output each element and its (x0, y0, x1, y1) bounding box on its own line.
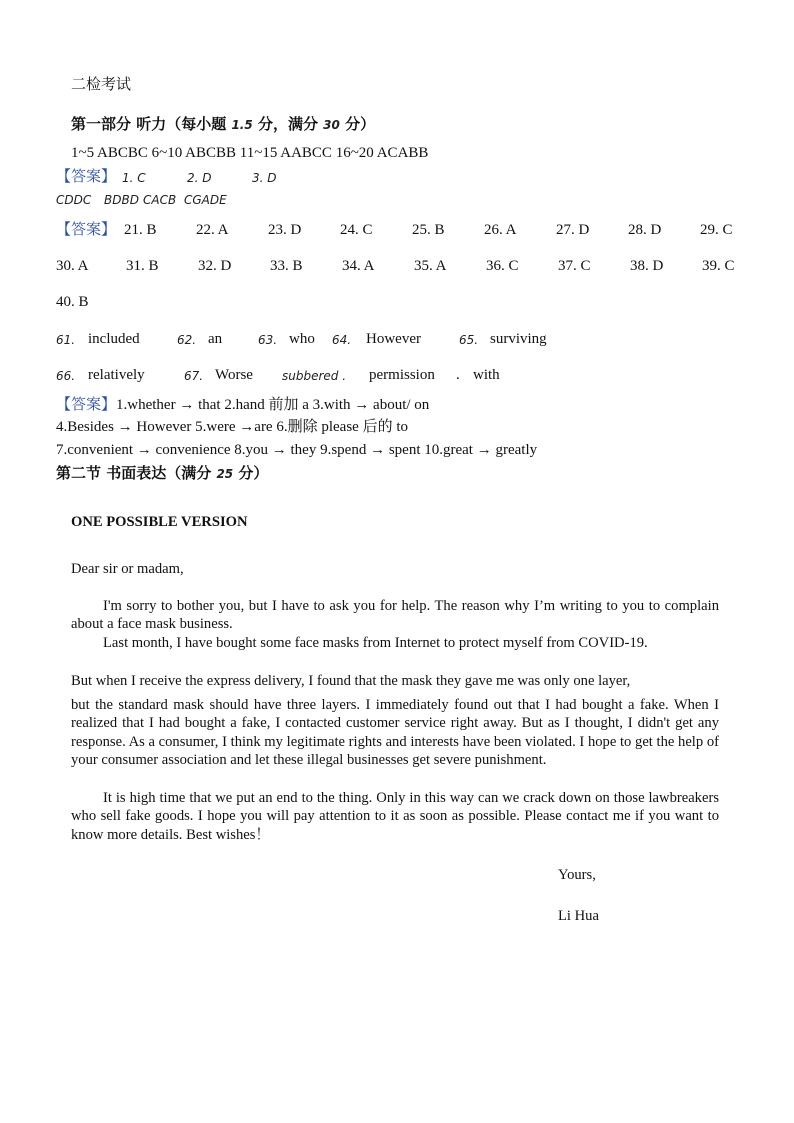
cloze-number: 62. (177, 333, 197, 347)
score-total: 30 (323, 118, 340, 132)
cloze-number: 65. (459, 333, 479, 347)
hand-group-2: BDBD (104, 193, 139, 207)
mc-answer: 39. C (702, 258, 735, 274)
hand-group-1: CDDC (56, 193, 92, 207)
mc-row-1 (56, 222, 116, 238)
correction-line-2: 4.Besides → However 5.were →are 6.删除 please 后的 to (56, 419, 408, 435)
cloze-number: 66. (56, 369, 76, 383)
mc-answer: 34. A (342, 258, 375, 274)
cloze-word: permission (369, 367, 435, 383)
correction-text-1: 1.whether → that 2.hand 前加 a 3.with → about/ on (116, 397, 430, 413)
mc-answer: 38. D (630, 258, 664, 274)
cloze-word: who (289, 331, 315, 347)
hand-group-4: CGADE (184, 193, 227, 207)
mc-answer: 30. A (56, 258, 89, 274)
cloze-word: included (88, 331, 140, 347)
essay-paragraph-3: But when I receive the express delivery, I found that the mask they gave me was only one layer, (71, 673, 631, 689)
correction-line-3: 7.convenient → convenience 8.you → they 9.spend → spent 10.great → greatly (56, 442, 538, 458)
mc-answer: 29. C (700, 222, 733, 238)
cloze-number: 61. (56, 333, 76, 347)
hand-group-3: CACB (143, 193, 177, 207)
score-each: 1.5 (231, 118, 253, 132)
mc-answer: 32. D (198, 258, 232, 274)
listening-answers: 1~5 ABCBC 6~10 ABCBB 11~15 AABCC 16~20 ACABB (71, 145, 429, 161)
cloze-number: 63. (258, 333, 278, 347)
essay-paragraph-4: but the standard mask should have three layers. I immediately found out that I had bought a fake. When I realized that I had bought a fake, I contacted customer service right away. But as I thought, I didn't get any response. As a consumer, I think my legitimate rights and interests have been violated. I hope to get the help of your consumer association and let these illegal businesses get severe punishment. (71, 697, 719, 769)
part2-heading (56, 466, 268, 481)
essay-paragraph-5: It is high time that we put an end to the thing. Only in this way can we crack down on those lawbreakers who sell fake goods. I hope you will pay attention to it as soon as possible. Please contact me if you want to know more details. Best wishes！ (71, 790, 719, 843)
mc-answer: 28. D (628, 222, 662, 238)
cloze-word: However (366, 331, 421, 347)
mc-answer: 33. B (270, 258, 303, 274)
essay-title: ONE POSSIBLE VERSION (71, 514, 248, 530)
mc-answer: 37. C (558, 258, 591, 274)
essay-signature: Li Hua (558, 908, 599, 924)
cloze-word: Worse (215, 367, 253, 383)
cloze-word: with (473, 367, 500, 383)
cloze-word: relatively (88, 367, 145, 383)
mc-answer: 36. C (486, 258, 519, 274)
essay-paragraph-2: Last month, I have bought some face masks from Internet to protect myself from COVID-19. (103, 635, 648, 651)
cloze-word: surviving (490, 331, 547, 347)
part2-heading-pre: 第二节 书面表达（满分 (56, 464, 217, 482)
answer-tag: 【答案】 (56, 167, 117, 185)
essay-paragraph-1: I'm sorry to bother you, but I have to ask you for help. The reason why I’m writing to you to complain about a face mask business. (71, 598, 719, 633)
part1-heading-post: 分） (339, 115, 376, 133)
mc-answer: 35. A (414, 258, 447, 274)
part1-heading-pre: 第一部分 听力（每小题 (71, 115, 232, 133)
mc-answer: 40. B (56, 294, 89, 310)
cloze-number: . (456, 367, 460, 383)
mc-answer: 21. B (124, 222, 157, 238)
cloze-number: subbered . (282, 369, 347, 383)
mc-answer: 31. B (126, 258, 159, 274)
page-title: 二检考试 (71, 75, 132, 93)
part1-heading-mid: 分，满分 (252, 115, 324, 133)
answer-row-handwritten (56, 169, 116, 185)
hand-answer-1: 1. C (122, 171, 146, 185)
mc-answer: 25. B (412, 222, 445, 238)
mc-answer: 27. D (556, 222, 590, 238)
cloze-number: 67. (184, 369, 204, 383)
hand-answer-3: 3. D (252, 171, 277, 185)
mc-answer: 23. D (268, 222, 302, 238)
hand-answer-2: 2. D (187, 171, 212, 185)
part2-score: 25 (216, 467, 234, 481)
mc-answer: 24. C (340, 222, 373, 238)
cloze-number: 64. (332, 333, 352, 347)
correction-line-1 (56, 397, 429, 413)
essay-salutation: Dear sir or madam, (71, 561, 184, 577)
essay-closing: Yours, (558, 867, 596, 883)
mc-answer: 26. A (484, 222, 517, 238)
mc-answer: 22. A (196, 222, 229, 238)
part1-heading (71, 117, 375, 132)
cloze-word: an (208, 331, 223, 347)
answer-tag: 【答案】 (56, 220, 117, 238)
part2-heading-post: 分） (233, 464, 269, 482)
answer-tag: 【答案】 (56, 395, 117, 413)
